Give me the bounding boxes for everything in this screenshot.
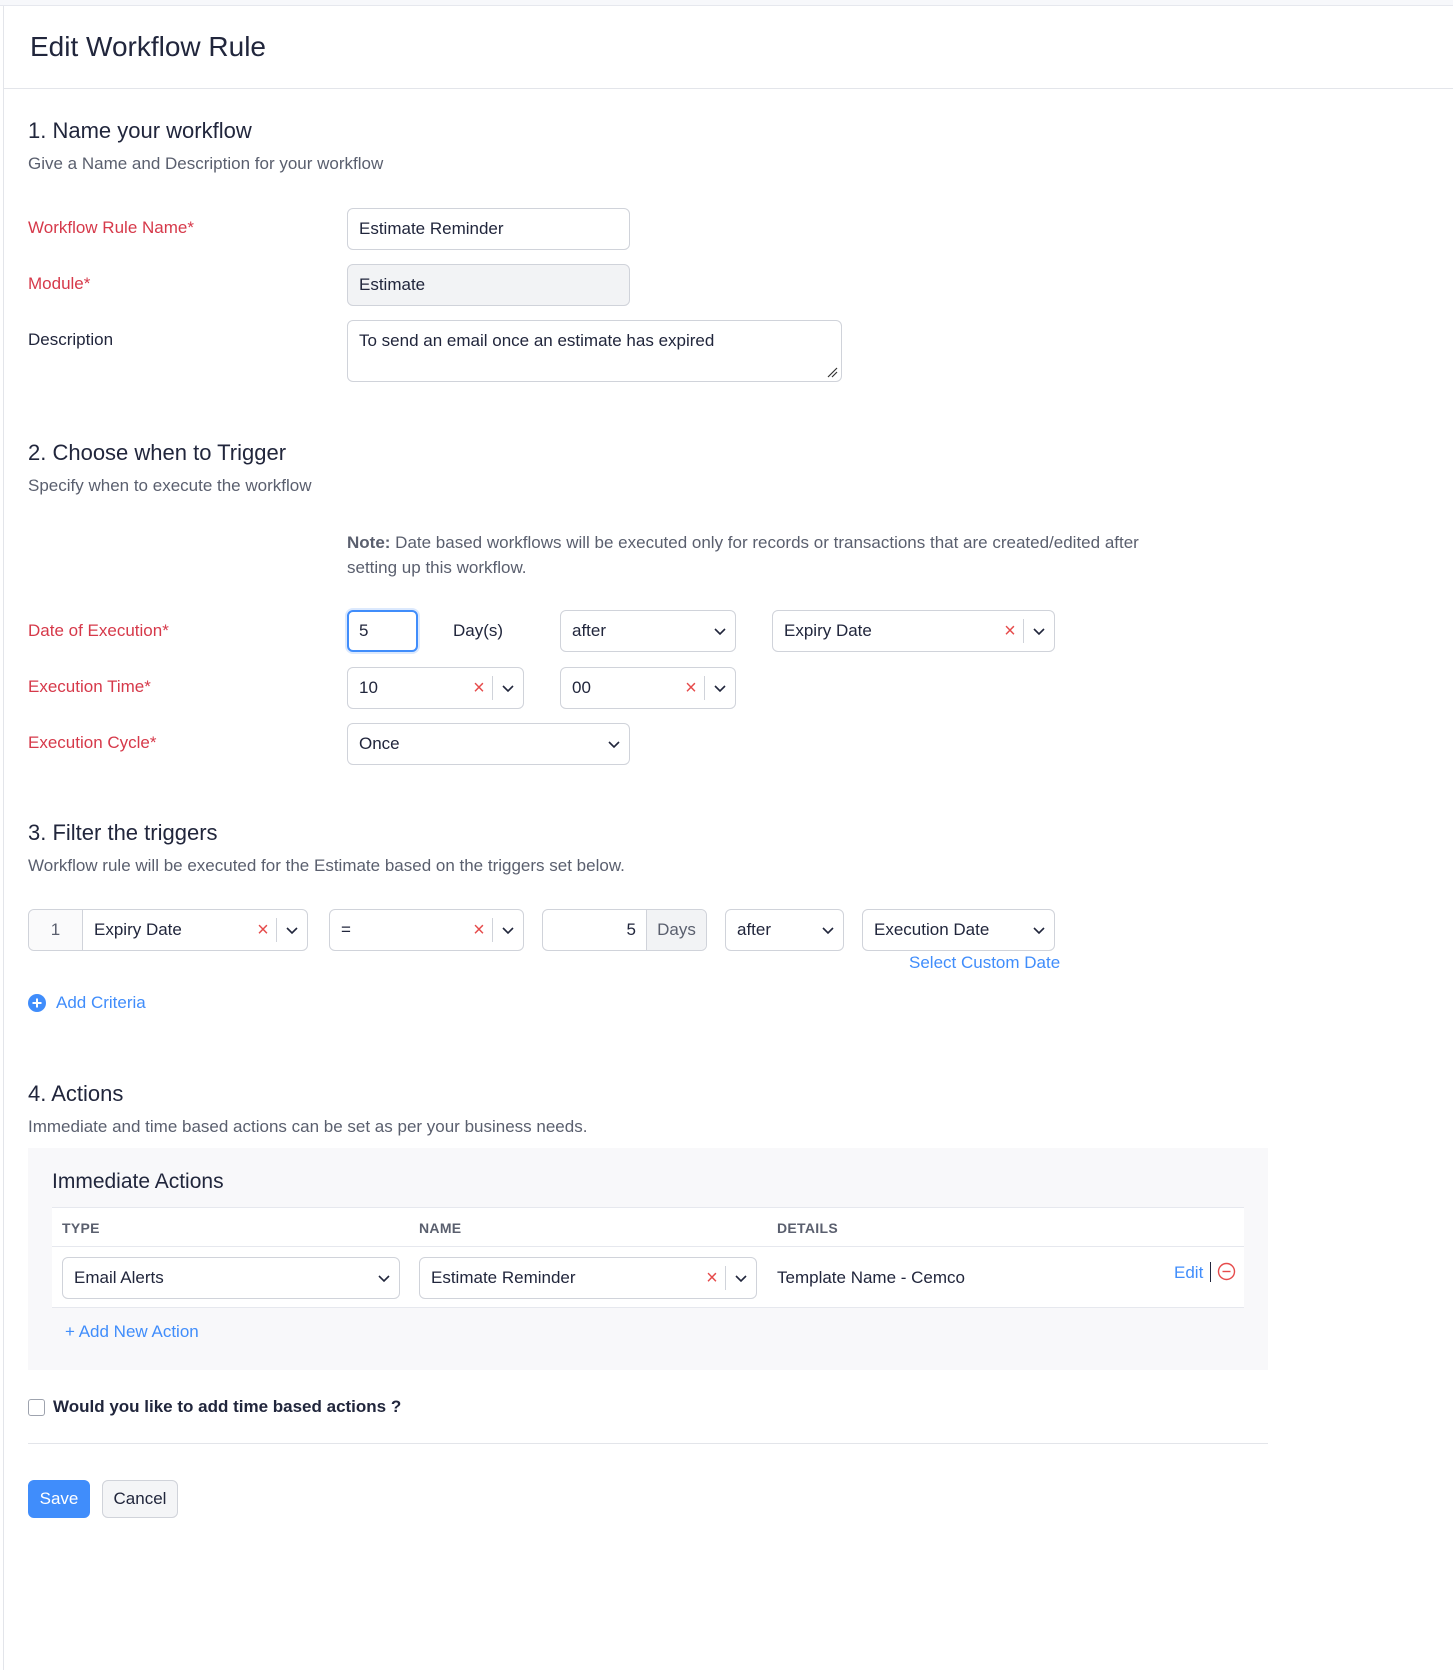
note-bold: Note: <box>347 533 391 552</box>
chevron-down-icon[interactable] <box>493 681 523 695</box>
section2-subtitle: Specify when to execute the workflow <box>28 476 312 495</box>
minute-value: 00 <box>572 678 591 697</box>
description-value: To send an email once an estimate has expired <box>359 331 715 350</box>
chevron-down-icon[interactable] <box>599 737 629 751</box>
criteria-reference-value: Execution Date <box>874 920 990 939</box>
clear-icon[interactable]: × <box>473 918 485 941</box>
criteria-index: 1 <box>29 910 83 950</box>
criteria-field-select[interactable] <box>28 909 308 951</box>
description-textarea[interactable] <box>347 320 842 382</box>
column-name: NAME <box>419 1220 462 1236</box>
days-input[interactable] <box>347 610 418 652</box>
description-label: Description <box>28 330 114 349</box>
page-title: Edit Workflow Rule <box>30 31 267 62</box>
criteria-relation-value: after <box>737 920 772 939</box>
edit-workflow-page <box>3 6 1453 1670</box>
section4-title: 4. Actions <box>28 1081 124 1106</box>
add-criteria-button[interactable] <box>28 993 146 1013</box>
chevron-down-icon[interactable] <box>726 1271 756 1285</box>
section1-title: 1. Name your workflow <box>28 118 252 143</box>
chevron-down-icon[interactable] <box>705 681 735 695</box>
actions-table-header <box>52 1207 1244 1247</box>
chevron-down-icon[interactable] <box>1024 923 1054 937</box>
chevron-down-icon[interactable] <box>813 923 843 937</box>
time-based-actions-label: Would you like to add time based actions ? <box>53 1397 402 1416</box>
cycle-select[interactable] <box>347 723 630 765</box>
section3-title: 3. Filter the triggers <box>28 820 218 845</box>
criteria-operator-select[interactable] <box>329 909 524 951</box>
remove-circle-icon[interactable] <box>1217 1262 1236 1281</box>
rule-name-input[interactable] <box>347 208 630 250</box>
criteria-reference-select[interactable] <box>862 909 1055 951</box>
edit-action-link[interactable]: Edit <box>1174 1263 1204 1282</box>
criteria-unit: Days <box>646 910 706 950</box>
add-criteria-label: Add Criteria <box>56 993 146 1012</box>
relation-select[interactable] <box>560 610 736 652</box>
note-text: Date based workflows will be executed only for records or transactions that are created/edited after setting up this workflow. <box>347 533 1139 577</box>
immediate-actions-title: Immediate Actions <box>52 1170 224 1193</box>
date-field-value: Expiry Date <box>784 621 872 640</box>
section2-title: 2. Choose when to Trigger <box>28 440 287 465</box>
action-type-value: Email Alerts <box>74 1268 164 1287</box>
action-name-select[interactable] <box>419 1257 757 1299</box>
hour-value: 10 <box>359 678 378 697</box>
criteria-relation-select[interactable] <box>725 909 844 951</box>
rule-name-value: Estimate Reminder <box>359 219 504 238</box>
days-unit-label: Day(s) <box>453 621 504 640</box>
criteria-operator-value: = <box>341 920 351 939</box>
cancel-button[interactable]: Cancel <box>102 1480 178 1518</box>
chevron-down-icon[interactable] <box>493 923 523 937</box>
action-details: Template Name - Cemco <box>777 1268 966 1287</box>
chevron-down-icon[interactable] <box>277 923 307 937</box>
immediate-actions-panel <box>28 1148 1268 1370</box>
page-header <box>4 6 1453 89</box>
rule-name-label: Workflow Rule Name* <box>28 218 194 237</box>
date-note <box>347 530 1147 580</box>
section1-subtitle: Give a Name and Description for your workflow <box>28 154 384 173</box>
cycle-value: Once <box>359 734 400 753</box>
chevron-down-icon[interactable] <box>705 624 735 638</box>
date-of-execution-label: Date of Execution* <box>28 621 169 640</box>
time-based-actions-checkbox[interactable] <box>28 1399 45 1416</box>
section3-subtitle: Workflow rule will be executed for the Estimate based on the triggers set below. <box>28 856 625 875</box>
add-new-action-link[interactable]: + Add New Action <box>65 1322 199 1341</box>
criteria-amount-value: 5 <box>626 920 636 939</box>
clear-icon[interactable]: × <box>473 676 485 699</box>
action-type-select[interactable] <box>62 1257 400 1299</box>
module-input <box>347 264 630 306</box>
criteria-amount-input[interactable] <box>542 909 707 951</box>
module-label: Module* <box>28 274 91 293</box>
table-row <box>52 1247 1244 1308</box>
footer-divider <box>28 1443 1268 1444</box>
column-type: TYPE <box>62 1220 100 1236</box>
action-name-value: Estimate Reminder <box>431 1268 576 1287</box>
chevron-down-icon[interactable] <box>369 1271 399 1285</box>
execution-cycle-label: Execution Cycle* <box>28 733 157 752</box>
column-details: DETAILS <box>777 1220 838 1236</box>
clear-icon[interactable]: × <box>1004 619 1016 642</box>
save-button[interactable]: Save <box>28 1480 90 1518</box>
relation-value: after <box>572 621 607 640</box>
divider <box>1210 1262 1211 1282</box>
hour-select[interactable] <box>347 667 524 709</box>
module-value: Estimate <box>359 275 426 294</box>
chevron-down-icon[interactable] <box>1024 624 1054 638</box>
clear-icon[interactable]: × <box>685 676 697 699</box>
select-custom-date-link[interactable]: Select Custom Date <box>909 953 1061 972</box>
plus-circle-icon <box>28 994 46 1012</box>
resize-handle-icon[interactable] <box>826 366 838 378</box>
execution-time-label: Execution Time* <box>28 677 151 696</box>
section4-subtitle: Immediate and time based actions can be set as per your business needs. <box>28 1117 588 1136</box>
clear-icon[interactable]: × <box>257 918 269 941</box>
clear-icon[interactable]: × <box>706 1266 718 1289</box>
days-value: 5 <box>359 621 369 640</box>
minute-select[interactable] <box>560 667 736 709</box>
date-field-select[interactable] <box>772 610 1055 652</box>
criteria-field-value: Expiry Date <box>94 920 182 939</box>
